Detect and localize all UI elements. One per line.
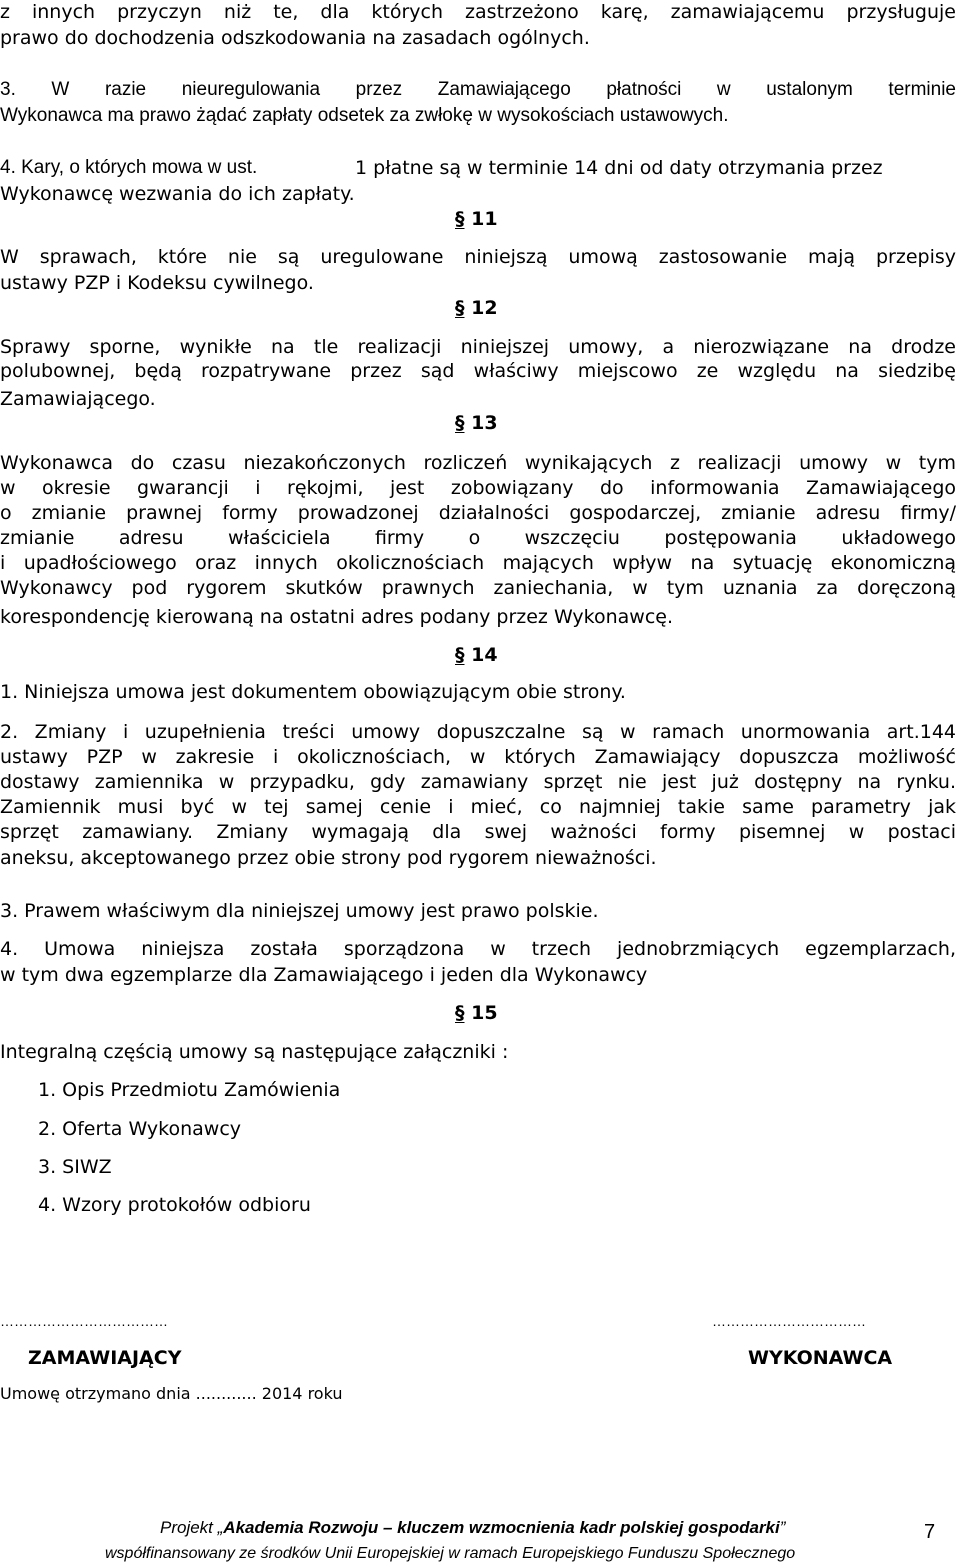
section-12-text: [0, 335, 956, 383]
section-14-point-2: [0, 720, 956, 844]
section-14-point-3: 3. Prawem właściwym dla niniejszej umowy jest prawo polskie.: [0, 900, 599, 922]
text-line: Wykonawca ma prawo żądać zapłaty odsetek za zwłokę w wysokościach ustawowych.: [0, 105, 729, 126]
footer-project-line: [160, 1518, 785, 1538]
section-heading-11: [455, 207, 498, 231]
section-symbol: §: [455, 644, 465, 666]
paragraph-top: [0, 0, 956, 24]
page-number: 7: [924, 1521, 936, 1543]
attachment-item: 2. Oferta Wykonawcy: [38, 1118, 242, 1140]
section-14-point-1: 1. Niniejsza umowa jest dokumentem obowiązującym obie strony.: [0, 681, 626, 703]
text-line: z innych przyczyn niż te, dla których zastrzeżono karę, zamawiającemu przysługuje: [0, 1, 956, 23]
signature-line-right: ……………………………: [712, 1313, 866, 1329]
footer-prefix: Projekt „: [160, 1518, 224, 1537]
paragraph-4-continued: 1 płatne są w terminie 14 dni od daty otrzymania przez: [355, 157, 883, 179]
text-line: polubownej, będą rozpatrywane przez sąd właściwy miejscowo ze względu na siedzibę: [0, 360, 956, 382]
signature-label-right: WYKONAWCA: [748, 1347, 893, 1369]
section-heading-15: [455, 1001, 498, 1025]
section-heading-12: [455, 296, 498, 320]
attachment-item: 3. SIWZ: [38, 1156, 112, 1178]
paragraph-3: [0, 78, 956, 102]
received-date-line: Umowę otrzymano dnia ............ 2014 roku: [0, 1384, 343, 1403]
footer-suffix: ”: [779, 1518, 786, 1537]
attachments-intro: Integralną częścią umowy są następujące załączniki :: [0, 1041, 509, 1063]
text-line: Wykonawcy pod rygorem skutków prawnych zaniechania, w tym uznania za doręczoną: [0, 577, 956, 599]
text-line: sprzęt zamawiany. Zmiany wymagają dla swej ważności formy pisemnej w postaci: [0, 821, 956, 843]
signature-line-left: ………………………………: [0, 1313, 168, 1329]
text-line: 4. Umowa niniejsza została sporządzona w trzech jednobrzmiących egzemplarzach,: [0, 938, 956, 960]
section-number: 15: [471, 1002, 498, 1024]
section-symbol: §: [455, 1002, 465, 1024]
text-line: Zamawiającego.: [0, 388, 156, 410]
text-line: w okresie gwarancji i rękojmi, jest zobowiązany do informowania Zamawiającego: [0, 477, 956, 499]
paragraph-4-start: 4. Kary, o których mowa w ust.: [0, 157, 258, 178]
section-heading-14: [455, 643, 498, 667]
footer-project-name: Akademia Rozwoju – kluczem wzmocnienia kadr polskiej gospodarki: [223, 1518, 780, 1537]
text-line: Zamiennik musi być w tej samej cenie i mieć, co najmniej takie same parametry jak: [0, 796, 956, 818]
text-line: ustawy PZP w zakresie i okolicznościach, w których Zamawiający dopuszcza możliwość: [0, 746, 956, 768]
section-symbol: §: [455, 208, 465, 230]
text-line: aneksu, akceptowanego przez obie strony pod rygorem nieważności.: [0, 847, 657, 869]
footer-funding-line: współfinansowany ze środków Unii Europejskiej w ramach Europejskiego Funduszu Społecznego: [105, 1545, 796, 1562]
attachment-item: 4. Wzory protokołów odbioru: [38, 1194, 311, 1216]
text-line: w tym dwa egzemplarze dla Zamawiającego i jeden dla Wykonawcy: [0, 964, 648, 986]
text-line: prawo do dochodzenia odszkodowania na zasadach ogólnych.: [0, 27, 590, 49]
section-number: 14: [471, 644, 498, 666]
text-line: korespondencję kierowaną na ostatni adres podany przez Wykonawcę.: [0, 606, 673, 628]
text-line: dostawy zamiennika w przypadku, gdy zamawiany sprzęt nie jest już dostępny na rynku.: [0, 771, 956, 793]
section-number: 11: [471, 208, 498, 230]
text-line: o zmianie prawnej formy prowadzonej działalności gospodarczej, zmianie adresu firmy/: [0, 502, 956, 524]
text-line: W sprawach, które nie są uregulowane niniejszą umową zastosowanie mają przepisy: [0, 246, 956, 268]
section-11-text: [0, 245, 956, 269]
section-number: 12: [471, 297, 498, 319]
attachment-item: 1. Opis Przedmiotu Zamówienia: [38, 1079, 341, 1101]
text-line: i upadłościowego oraz innych okolicznościach mających wpływ na sytuację ekonomiczną: [0, 552, 956, 574]
section-symbol: §: [455, 412, 465, 434]
section-heading-13: [455, 411, 498, 435]
text-line: Wykonawca do czasu niezakończonych rozliczeń wynikających z realizacji umowy w tym: [0, 452, 956, 474]
text-line: zmianie adresu właściciela firmy o wszczęciu postępowania układowego: [0, 527, 956, 549]
signature-label-left: ZAMAWIAJĄCY: [28, 1347, 182, 1369]
section-number: 13: [471, 412, 498, 434]
text-line: Sprawy sporne, wynikłe na tle realizacji niniejszej umowy, a nierozwiązane na drodze: [0, 336, 956, 358]
text-line: Wykonawcę wezwania do ich zapłaty.: [0, 183, 355, 205]
text-line: 3. W razie nieuregulowania przez Zamawiającego płatności w ustalonym terminie: [0, 79, 956, 100]
text-line: 2. Zmiany i uzupełnienia treści umowy dopuszczalne są w ramach unormowania art.144: [0, 721, 956, 743]
text-line: ustawy PZP i Kodeksu cywilnego.: [0, 272, 314, 294]
section-13-text: [0, 451, 956, 600]
section-14-point-4: [0, 937, 956, 961]
section-symbol: §: [455, 297, 465, 319]
